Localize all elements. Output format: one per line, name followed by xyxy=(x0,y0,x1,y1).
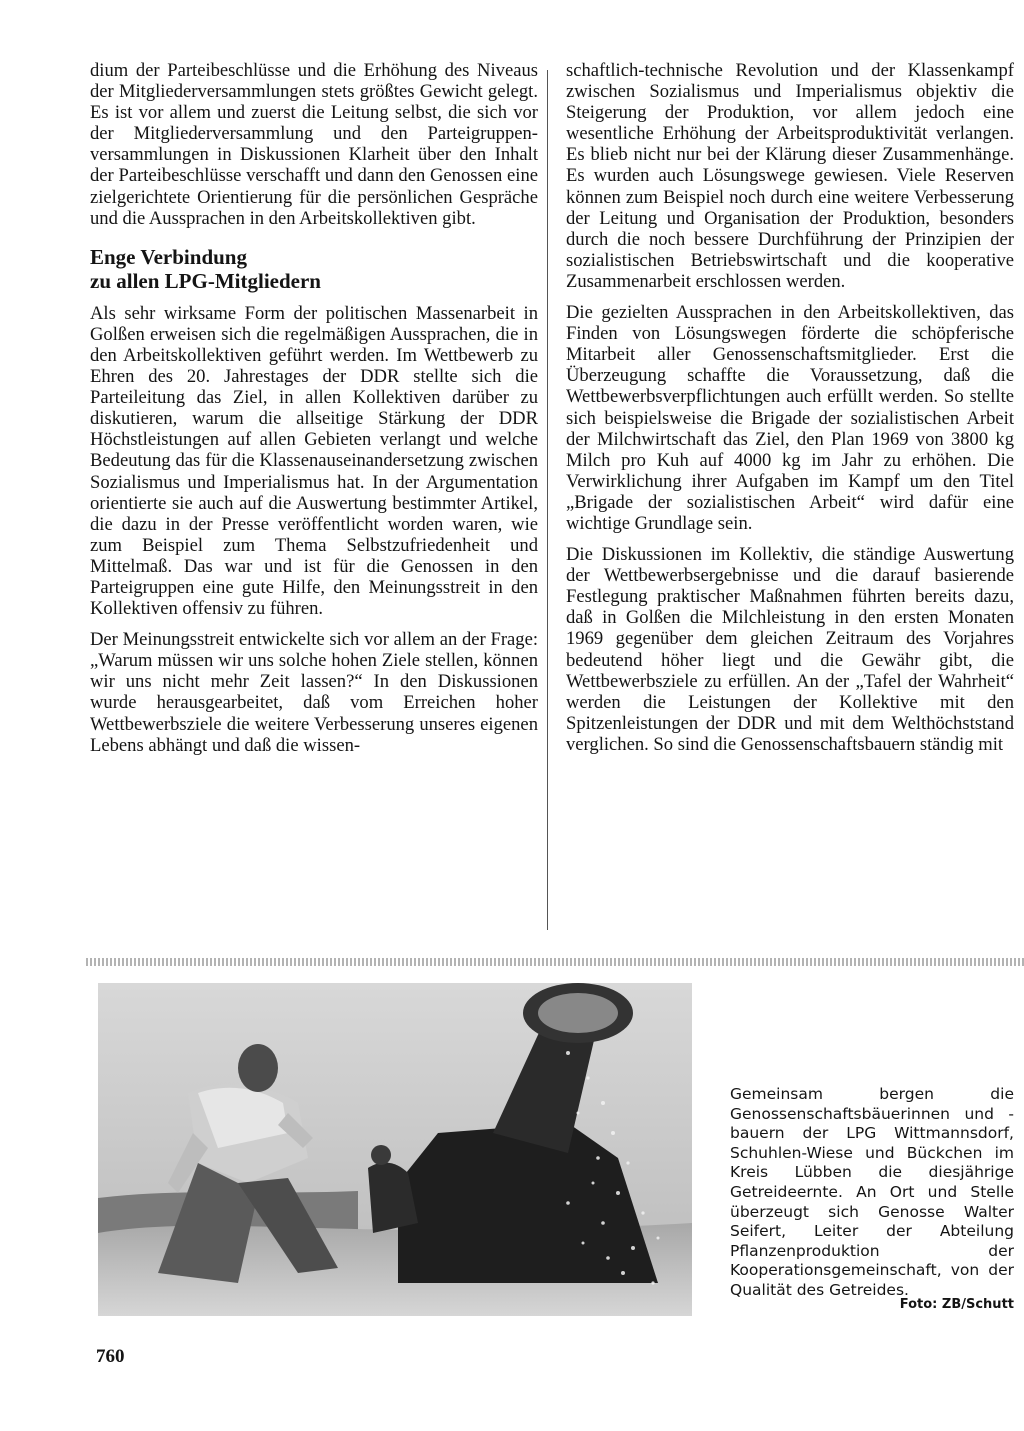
dotted-separator xyxy=(86,958,1024,966)
paragraph: Der Meinungsstreit entwickelte sich vor allem an der Frage: „Warum müssen wir uns solche hohen Ziele stellen, können wir uns nicht mehr Zeit lassen?“ In den Diskussionen wurde herausgearbeitet, daß vom Erreichen hoher Wettbewerbsziele die weitere Verbesserung unseres eigenen Lebens abhängt und daß die wissen- xyxy=(90,629,538,756)
heading-line: zu allen LPG-Mitgliedern xyxy=(90,268,321,293)
paragraph: Als sehr wirksame Form der politischen Massenarbeit in Golßen erweisen sich die regelmäßigen Aussprachen, die in den Arbeitskollektiven geführt werden. Im Wettbewerb zu Ehren des 20. Jahrestages der DDR stellte sich die Parteileitung das Ziel, in allen Kollektiven darüber zu diskutieren, warum die allseitige Stärkung der DDR Höchstleistungen auf allen Gebieten verlangt und welche Bedeutung das für die Klassenauseinandersetzung zwischen Sozialismus und Imperialismus hat. In der Argumentation orientierte sie auch auf die Auswertung bestimmter Artikel, die dazu in der Presse veröffentlicht worden waren, wie zum Beispiel zum Thema Selbstzufriedenheit und Mittelmaß. Das war und ist für die Genossen in den Parteigruppen eine gute Hilfe, den Meinungsstreit in den Kollektiven offensiv zu führen. xyxy=(90,302,538,620)
paragraph: Die gezielten Aussprachen in den Arbeitskollektiven, das Finden von Lösungswegen förderte die schöpferische Mitarbeit aller Genossenschaftsmitglieder. Erst die Überzeugung schaffte die Voraussetzung, daß die Wettbewerbsverpflichtungen auch erfüllt werden. So stellte sich beispielsweise die Brigade der sozialistischen Arbeit der Milchwirtschaft das Ziel, den Plan 1969 von 3800 kg Milch pro Kuh auf 4000 kg im Jahr zu erhöhen. Die Verwirklichung ihrer Aufgaben im Kampf um den Titel „Brigade der sozialistischen Arbeit“ wird dafür eine wichtige Grundlage sein. xyxy=(566,302,1014,534)
photo-caption: Gemeinsam bergen die Genossenschaftsbäuerinnen und -bauern der LPG Wittmannsdorf, Schuhlen-Wiese und Bückchen im Kreis Lübben die diesjährige Getreideernte. An Ort und Stelle überzeugt sich Genosse Walter Seifert, Leiter der Abteilung Pflanzenproduktion der Kooperationsgemeinschaft, von der Qualität des Getreides. xyxy=(730,1085,1014,1299)
left-column xyxy=(90,60,538,756)
harvest-photo-image xyxy=(98,983,692,1316)
paragraph: Die Diskussionen im Kollektiv, die ständige Auswertung der Wettbewerbsergebnisse und die darauf basierende Festlegung praktischer Maßnahmen führten bereits dazu, daß in Golßen die Milchleistung in den ersten Monaten 1969 gegenüber dem gleichen Zeitraum des Vorjahres bedeutend höher liegt und die Gewähr gibt, die Wettbewerbsziele zu erfüllen. An der „Tafel der Wahrheit“ werden die Leistungen der Kollektive mit den Spitzenleistungen der DDR und mit dem Welthöchststand verglichen. So sind die Genossenschaftsbauern ständig mit xyxy=(566,544,1014,755)
section-heading xyxy=(90,245,538,293)
column-divider xyxy=(547,70,548,930)
right-column xyxy=(566,60,1014,755)
heading-line: Enge Verbindung xyxy=(90,244,247,269)
paragraph: schaftlich-technische Revolution und der Klassenkampf zwischen Sozialismus und Imperialismus objektiv die Steigerung der Produktion, vor allem jedoch eine wesentliche Erhöhung der Arbeitsproduktivität verlangen. Es blieb nicht nur bei der Klärung dieser Zusammenhänge. Es wurden auch Lösungswege gewiesen. Viele Reserven können zum Beispiel noch durch eine weitere Verbesserung der Leitung und Organisation der Produktion, besonders durch die noch bessere Durchführung der Prinzipien der sozialistischen Betriebswirtschaft und die kooperative Zusammenarbeit erschlossen werden. xyxy=(566,60,1014,292)
harvest-photo xyxy=(98,983,692,1316)
paragraph: dium der Parteibeschlüsse und die Erhöhung des Niveaus der Mitgliederversammlungen stets größtes Gewicht gelegt. Es ist vor allem und zuerst die Leitung selbst, die sich vor der Mitgliederversammlung und den Parteigruppen-versammlungen in Diskussionen Klarheit über den Inhalt der Parteibeschlüsse verschafft und dann den Genossen eine zielgerichtete Orientierung für die persönlichen Gespräche und die Aussprachen in den Arbeitskollektiven gibt. xyxy=(90,60,538,229)
photo-credit: Foto: ZB/Schutt xyxy=(899,1297,1014,1312)
page-number: 760 xyxy=(96,1346,125,1367)
